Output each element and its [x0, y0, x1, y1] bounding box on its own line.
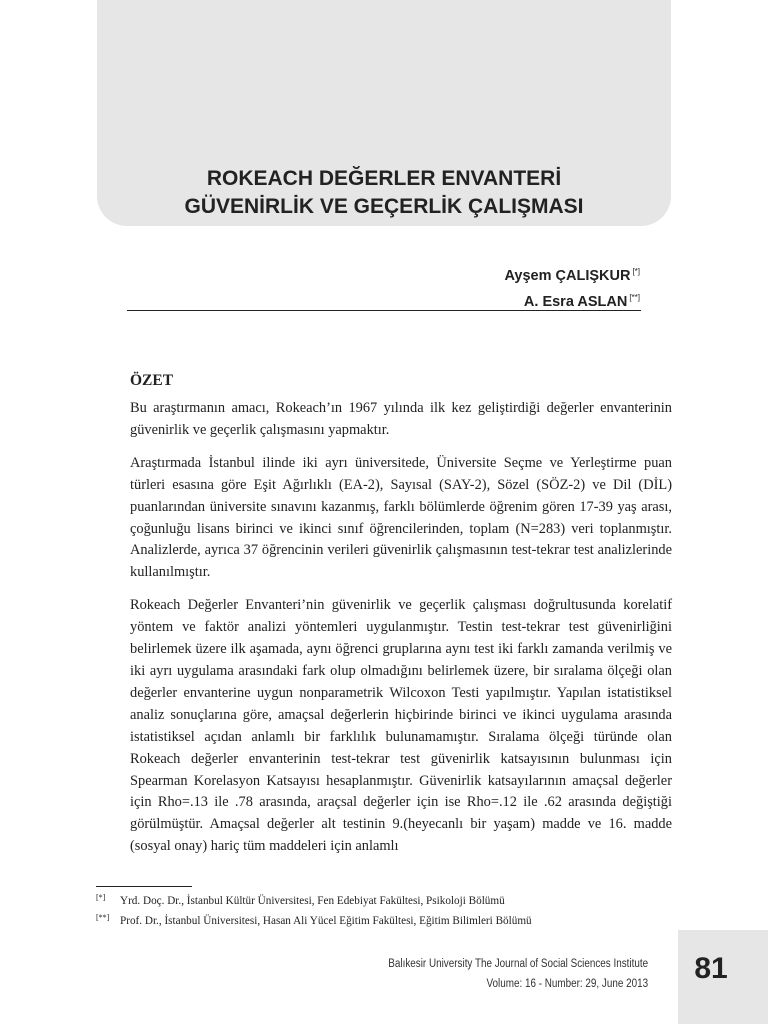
- abstract-heading: ÖZET: [130, 372, 174, 389]
- footnote-1: [96, 891, 666, 911]
- footnote-mark: [**]: [96, 913, 110, 922]
- footnote-mark: [*]: [96, 893, 106, 902]
- footnote-divider: [96, 886, 192, 887]
- footnotes: [96, 891, 666, 931]
- journal-footer: [388, 954, 648, 994]
- page-number: 81: [694, 952, 728, 985]
- abstract-body: [130, 398, 672, 869]
- title-line-1: ROKEACH DEĞERLER ENVANTERİ: [206, 167, 562, 190]
- author-footnote-mark: [*]: [632, 267, 640, 276]
- author-1: [504, 261, 640, 287]
- author-footnote-mark: [**]: [629, 293, 640, 302]
- abstract-paragraph: Rokeach Değerler Envanteri’nin güvenirlik ve geçerlik çalışması doğrultusunda korelatif yöntem ve faktör analizi yöntemleri uygulanmıştır. Testin test-tekrar test güvenirliğini belirlemek üzere ilk aşamada, aynı öğrenci gruplarına aynı test iki farklı zamanda verilmiş ve iki ayrı uygulama arasındaki fark olup olmadığını belirlemek üzere, bir sıralama ölçeği olan değerler envanterine uygun nonparametrik Wilcoxon Testi yapılmıştır. Yapılan istatistiksel analiz sonuçlarına göre, amaçsal değerlerin hiçbirinde birinci ve ikinci uygulama arasında istatistiksel açıdan anlamlı bir farklılık bulunamamıştır. Sıralama ölçeği türünde olan Rokeach değerler envanterinin test-tekrar test güvenirlik katsayısının bulunması için Spearman Korelasyon Katsayısı hesaplanmıştır. Güvenirlik katsayılarının amaçsal değerler için Rho=.13 ile .78 arasında, araçsal değerler için ise Rho=.12 ile .62 arasında değiştiği görülmüştür. Amaçsal değerler alt testinin 9.(heyecanlı bir yaşam) madde ve 16. madde (sosyal onay) hariç tüm maddeleri için anlamlı: [130, 597, 672, 855]
- article-title: [97, 165, 671, 221]
- author-name: A. Esra ASLAN: [523, 294, 628, 310]
- author-divider: [127, 310, 641, 311]
- footnote-text: Prof. Dr., İstanbul Üniversitesi, Hasan Ali Yücel Eğitim Fakültesi, Eğitim Bilimleri Bölümü: [120, 915, 532, 927]
- abstract-paragraph: Bu araştırmanın amacı, Rokeach’ın 1967 yılında ilk kez geliştirdiği değerler envanterinin güvenirlik ve geçerlik çalışmasını yapmaktır.: [130, 400, 672, 438]
- author-list: [504, 261, 640, 313]
- journal-name: Balıkesir University The Journal of Social Sciences Institute: [388, 958, 648, 970]
- author-name: Ayşem ÇALIŞKUR: [504, 268, 631, 284]
- abstract-paragraph: Araştırmada İstanbul ilinde iki ayrı üniversitede, Üniversite Seçme ve Yerleştirme puan türleri esasına göre Eşit Ağırlıklı (EA-2), Sayısal (SAY-2), Sözel (SÖZ-2) ve Dil (DİL) puanlarından üniversite sınavını kazanmış, farklı bölümlerde öğrenim gören 17-39 yaş arası, çoğunluğu lisans birinci ve ikinci sınıf öğrencilerinden, toplam (N=283) veri toplanmıştır. Analizlerde, ayrıca 37 öğrencinin verileri güvenirlik çalışmasının test-tekrar test analizlerinde kullanılmıştır.: [130, 454, 672, 581]
- footnote-2: [96, 911, 666, 931]
- footnote-text: Yrd. Doç. Dr., İstanbul Kültür Üniversitesi, Fen Edebiyat Fakültesi, Psikoloji Bölümü: [120, 895, 505, 907]
- journal-volume: Volume: 16 - Number: 29, June 2013: [486, 978, 648, 990]
- title-line-2: GÜVENİRLİK VE GEÇERLİK ÇALIŞMASI: [184, 195, 584, 218]
